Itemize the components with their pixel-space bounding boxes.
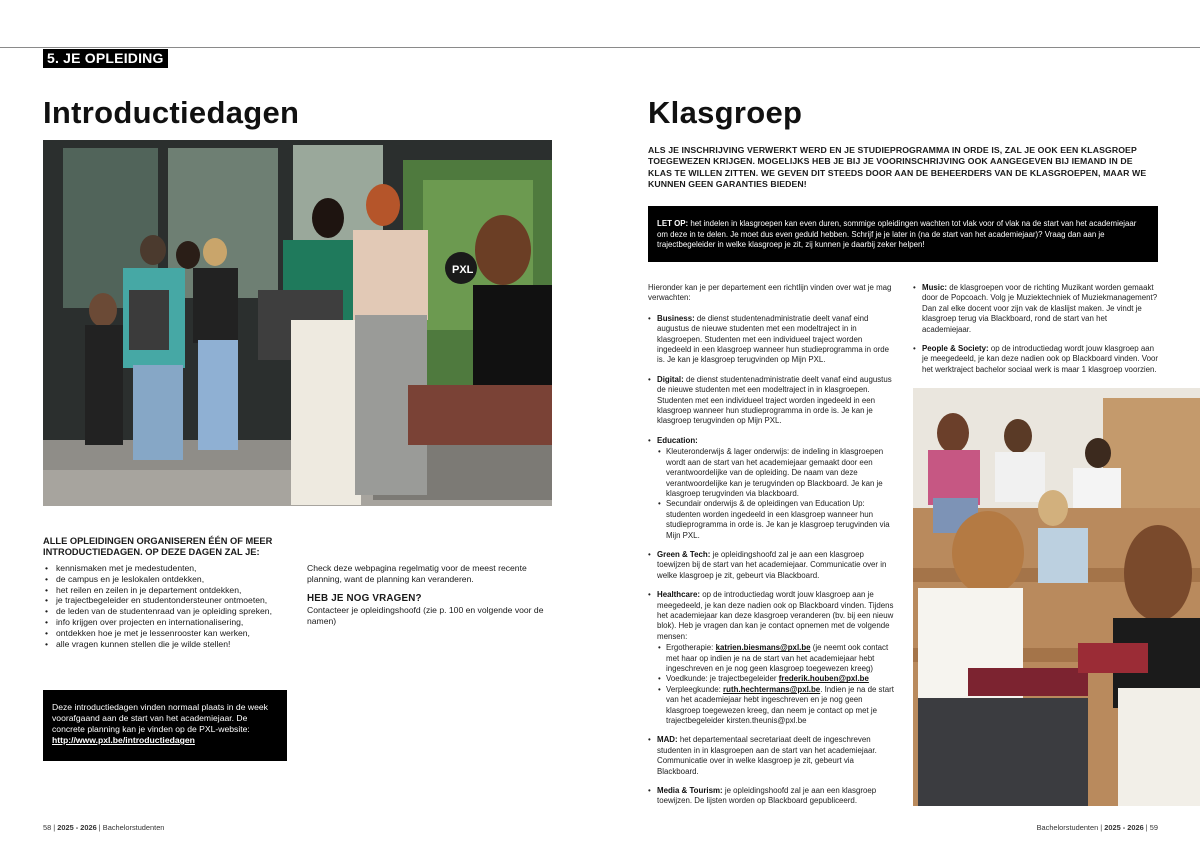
footer-right: Bachelorstudenten | 2025 - 2026 | 59 — [1036, 823, 1158, 832]
introductiedagen-list — [43, 563, 283, 649]
page-title-introductiedagen: Introductiedagen — [43, 95, 300, 130]
pxl-sign-text: PXL — [452, 264, 474, 276]
academic-year: 2025 - 2026 — [1104, 823, 1144, 832]
section-label: 5. JE OPLEIDING — [43, 49, 168, 68]
departments-column-1 — [648, 283, 896, 816]
department-mad: • MAD: het departementaal secretariaat deelt de ingeschreven studenten in in klasgroepen aan de start van het academiejaar. Communicatie over in welke klasgroep je zit, gebeurt via Blackboard. — [648, 735, 896, 777]
email-link[interactable]: frederik.houben@pxl.be — [778, 674, 869, 684]
list-item: • info krijgen over projecten en internationalisering, — [43, 617, 283, 628]
department-healthcare: • Healthcare: op de introductiedag wordt jouw klasgroep aan je meegedeeld, je kan deze nadien ook op Blackboard vinden. Tijdens het academiejaar kan deze klasgroep veranderen (bv. bij een nieuw blok). Heb je vragen dan kan je contact opnemen met de volgende mensen: • Ergotherapie: katrien.biesmans@pxl.be (je neemt ook contact met haar op indien je na de start van het academiejaar hebt ingeschreven en je nog geen klasgroep toegewezen kreeg) • Voedkunde: je trajectbegeleider frederik.houben@pxl.be • Verpleegkunde: ruth.hechtermans@pxl.be. Indien je na de start van het academiejaar hebt ingeschreven en je nog geen klasgroep toegewezen kreeg, dan neem je contact op met je trajectbegeleider kirsten.theunis@pxl.be — [648, 590, 896, 726]
info-box-text: Deze introductiedagen vinden normaal plaats in de week voorafgaand aan de start van het academiejaar. De concrete planning kan je vinden op de PXL-website: — [52, 702, 268, 734]
questions-text: Contacteer je opleidingshoofd (zie p. 100 en volgende voor de namen) — [307, 605, 544, 627]
introductiedagen-intro: ALLE OPLEIDINGEN ORGANISEREN ÉÉN OF MEER INTRODUCTIEDAGEN. OP DEZE DAGEN ZAL JE: — [43, 536, 273, 557]
department-people-society: • People & Society: op de introductiedag wordt jouw klasgroep aan je meegedeeld, je kan deze nadien ook op Blackboard vinden. Voor het werktraject bachelor sociaal werk is maar 1 klasgroep voorzien. — [913, 344, 1158, 375]
healthcare-contact: • Voedkunde: je trajectbegeleider frederik.houben@pxl.be — [657, 674, 896, 684]
department-education: • Education: • Kleuteronderwijs & lager onderwijs: de indeling in klasgroepen wordt aan de start van het academiejaar gemaakt door een verantwoordelijke van de opleiding. De naam van deze verantwoordelijke kan je terugvinden op Blackboard. Je kan je klasgroep terugvinden via blackboard. • Secundair onderwijs & de opleidingen van Education Up: studenten worden ingedeeld in een klasgroep wanneer hun studieprogramma in orde is. Je kan je klasgroep terugvinden via Mijn PXL. — [648, 436, 896, 541]
department-green-tech: • Green & Tech: je opleidingshoofd zal je aan een klasgroep toewijzen bij de start van het academiejaar. Communicatie over in welke klasgroep je zit, gebeurt via Blackboard. — [648, 550, 896, 581]
list-item: • de campus en je leslokalen ontdekken, — [43, 574, 283, 585]
planning-info — [307, 563, 552, 627]
top-rule — [0, 47, 1200, 48]
department-media-tourism: • Media & Tourism: je opleidingshoofd zal je aan een klasgroep toewijzen. De lijsten worden op Blackboard gepubliceerd. — [648, 786, 896, 807]
departments-lead: Hieronder kan je per departement een richtlijn vinden over wat je mag verwachten: — [648, 283, 892, 303]
list-item: • kennismaken met je medestudenten, — [43, 563, 283, 574]
departments-column-2 — [913, 283, 1158, 384]
footer-label: Bachelorstudenten — [102, 823, 165, 832]
education-sub-item: • Secundair onderwijs & de opleidingen van Education Up: studenten worden ingedeeld in een klasgroep wanneer hun studieprogramma in orde is. Je kan je klasgroep terugvinden via Mijn PXL. — [657, 499, 896, 541]
department-digital: • Digital: de dienst studentenadministratie deelt vanaf eind augustus de nieuwe studenten met een modeltraject in in klasgroepen. Studenten met een individueel traject worden ingedeeld in een klasgroep wanneer hun studieprogramma in orde is. Je kan je klasgroep terugvinden op Mijn PXL. — [648, 375, 896, 427]
page-number: 58 — [43, 823, 52, 832]
list-item: • ontdekken hoe je met je lessenrooster kan werken, — [43, 628, 283, 639]
questions-heading: HEB JE NOG VRAGEN? — [307, 592, 422, 604]
list-item: • alle vragen kunnen stellen die je wilde stellen! — [43, 639, 283, 650]
page-title-klasgroep: Klasgroep — [648, 95, 803, 130]
check-webpage-text: Check deze webpagina regelmatig voor de meest recente planning, want de planning kan veranderen. — [307, 563, 527, 584]
footer-left: 58 | 2025 - 2026 | Bachelorstudenten — [43, 823, 165, 832]
let-op-label: LET OP: — [657, 219, 689, 228]
department-music: • Music: de klasgroepen voor de richting Muzikant worden gemaakt door de Popcoach. Volg je Muziektechniek of Muziekmanagement? Dan zal elke docent voor zijn vak de klaslijst maken. Je vindt je klasgroep terug via Blackboard, rond de start van het academiejaar. — [913, 283, 1158, 335]
healthcare-contact: • Verpleegkunde: ruth.hechtermans@pxl.be. Indien je na de start van het academiejaar hebt ingeschreven en je nog geen klasgroep toegewezen kreeg, dan neem je contact op met je trajectbegeleider kirsten.theunis@pxl.be — [657, 685, 896, 727]
list-item: • de leden van de studentenraad van je opleiding spreken, — [43, 606, 283, 617]
introductiedagen-link[interactable]: http://www.pxl.be/introductiedagen — [52, 735, 195, 745]
department-business: • Business: de dienst studentenadministratie deelt vanaf eind augustus de nieuwe studenten met een modeltraject in in klasgroepen. Studenten met een individueel traject worden ingedeeld in een klasgroep wanneer hun studieprogramma in orde is. Je kan je klasgroep terugvinden op Mijn PXL. — [648, 314, 896, 366]
students-reading-photo — [913, 388, 1200, 806]
let-op-box — [648, 206, 1158, 262]
list-item: • het reilen en zeilen in je departement ontdekken, — [43, 585, 283, 596]
education-sub-item: • Kleuteronderwijs & lager onderwijs: de indeling in klasgroepen wordt aan de start van het academiejaar gemaakt door een verantwoordelijke van de opleiding. De naam van deze verantwoordelijke kan je terugvinden op Blackboard. Je kan je klasgroep terugvinden via blackboard. — [657, 447, 896, 499]
page-number: 59 — [1149, 823, 1158, 832]
students-outside-photo — [43, 140, 552, 506]
klasgroep-intro: ALS JE INSCHRIJVING VERWERKT WERD EN JE STUDIEPROGRAMMA IN ORDE IS, ZAL JE OOK EEN KLASGROEP TOEGEWEZEN KRIJGEN. MOGELIJKS HEB JE BIJ JE VOORINSCHRIJVING OOK AANGEGEVEN BIJ IEMAND IN DE KLAS TE WILLEN ZITTEN. WE GEVEN DIT STEEDS DOOR AAN DE BEHEERDERS VAN DE KLASGROEPEN, MAAR WE KUNNEN GEEN GARANTIES BIEDEN! — [648, 145, 1147, 189]
list-item: • je trajectbegeleider en studentondersteuner ontmoeten, — [43, 595, 283, 606]
academic-year: 2025 - 2026 — [57, 823, 97, 832]
footer-label: Bachelorstudenten — [1036, 823, 1099, 832]
let-op-text: het indelen in klasgroepen kan even duren, sommige opleidingen wachten tot vlak voor of vlak na de start van het academiejaar om deze in te delen. Je moet dus even geduld hebben. Schrijf je je later in (na de start van het academiejaar)? Vraag dan aan je trajectbegeleider in welke klasgroep je zit, zij kunnen je daarbij zeker helpen! — [657, 219, 1137, 250]
email-link[interactable]: ruth.hechtermans@pxl.be — [723, 684, 821, 694]
introductiedagen-info-box — [43, 690, 287, 761]
email-link[interactable]: katrien.biesmans@pxl.be — [715, 643, 811, 653]
healthcare-contact: • Ergotherapie: katrien.biesmans@pxl.be (je neemt ook contact met haar op indien je na de start van het academiejaar hebt ingeschreven en je nog geen klasgroep toegewezen kreeg) — [657, 643, 896, 674]
